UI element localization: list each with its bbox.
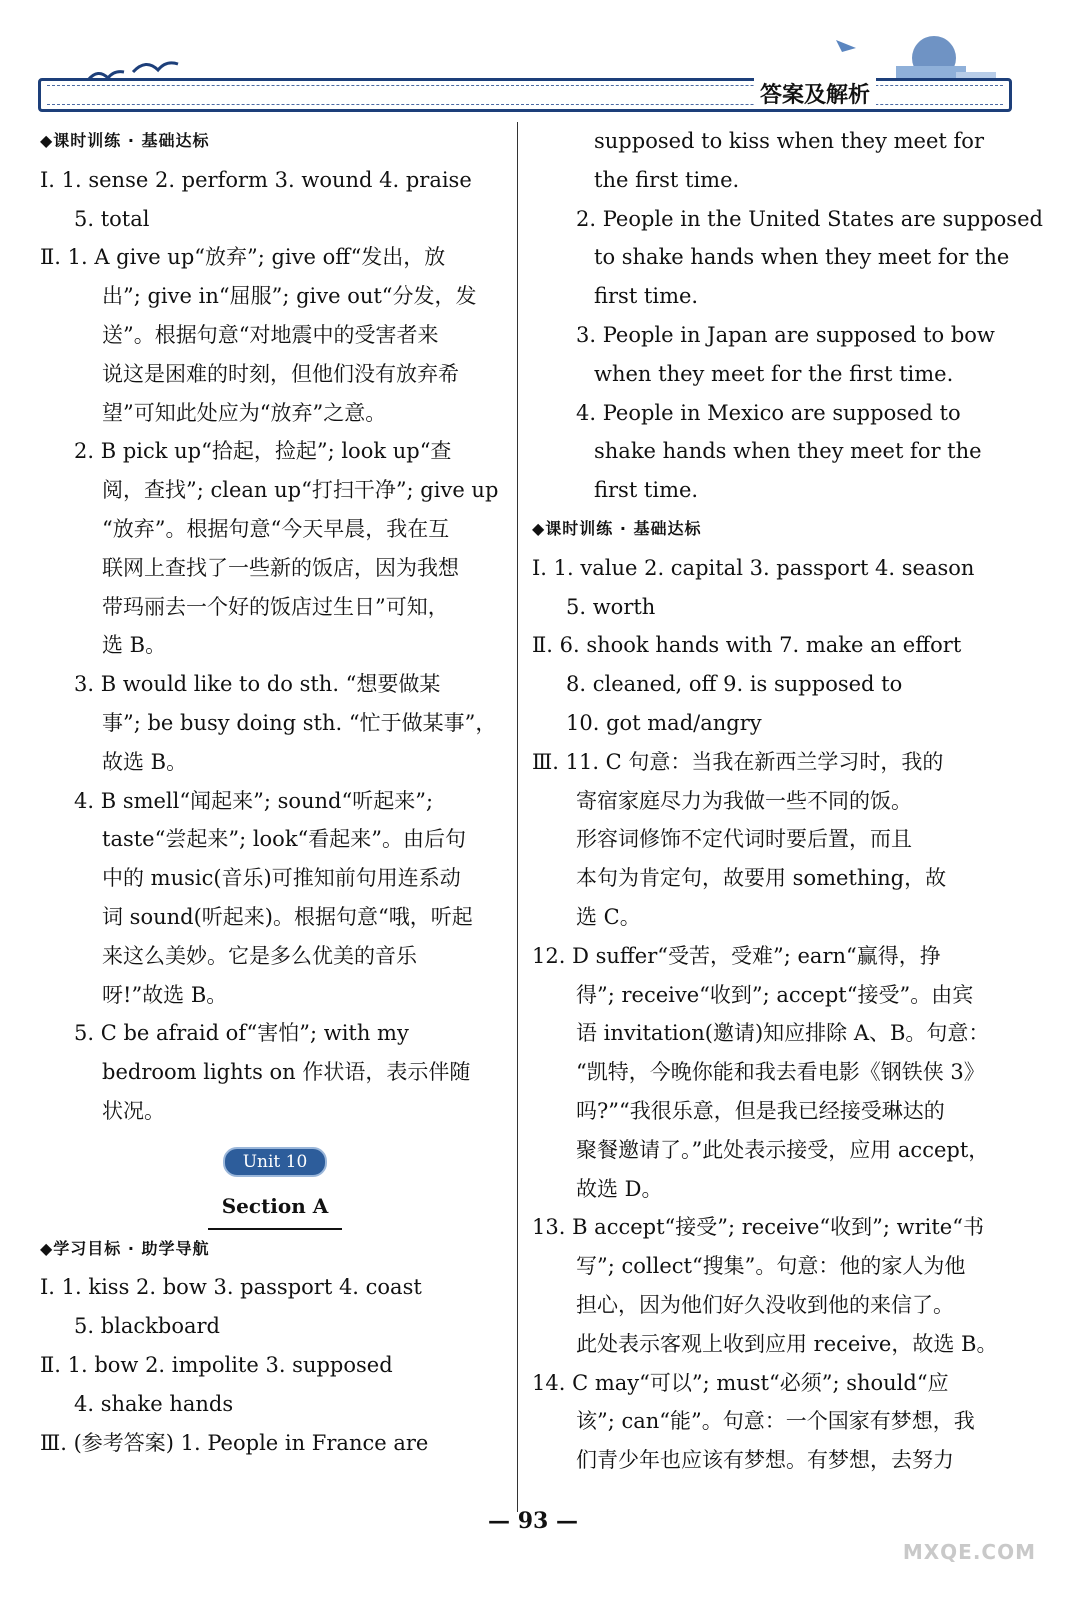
answer-line: 5. blackboard (74, 1314, 220, 1339)
answer-line: 选 B。 (102, 633, 167, 658)
column-divider (517, 122, 518, 1512)
answer-line: 故选 B。 (102, 749, 188, 774)
answer-line: 来这么美妙。它是多么优美的音乐 (102, 943, 417, 968)
section-title-text: Section A (208, 1187, 343, 1230)
answer-line: first time. (594, 478, 699, 503)
answer-line: 得”; receive“收到”; accept“接受”。由宾 (576, 982, 974, 1007)
answer-line: 出”; give in“屈服”; give out“分发，发 (102, 284, 477, 309)
answer-line: 联网上查找了一些新的饭店，因为我想 (102, 555, 459, 580)
answer-line: taste“尝起来”; look“看起来”。由后句 (102, 827, 467, 852)
answer-line: the first time. (594, 167, 740, 192)
answer-line: Ⅱ. 6. shook hands with 7. make an effort (532, 633, 962, 658)
answer-line: supposed to kiss when they meet for (594, 129, 984, 153)
section-heading: ◆课时训练 · 基础达标 (40, 131, 210, 150)
answer-line: shake hands when they meet for the (594, 439, 982, 464)
answer-line: 4. shake hands (74, 1391, 234, 1416)
answer-line: Ⅰ. 1. kiss 2. bow 3. passport 4. coast (40, 1275, 422, 1300)
answer-line: when they meet for the first time. (594, 361, 954, 386)
answer-line: 2. People in the United States are supposed (576, 206, 1043, 231)
answer-line: 带玛丽去一个好的饭店过生日”可知， (102, 594, 449, 619)
header-title: 答案及解析 (754, 78, 876, 109)
answer-line: 说这是困难的时刻，但他们没有放弃希 (102, 361, 459, 386)
answer-line: 聚餐邀请了。”此处表示接受，应用 accept， (576, 1137, 990, 1162)
page-header (38, 20, 1006, 114)
answer-line: 2. B pick up“拾起，捡起”; look up“查 (74, 439, 452, 464)
answer-line: 们青少年也应该有梦想。有梦想，去努力 (576, 1448, 954, 1473)
answer-line: “放弃”。根据句意“今天早晨，我在互 (102, 516, 450, 541)
answer-line: 望”可知此处应为“放弃”之意。 (102, 400, 387, 425)
answer-line: to shake hands when they meet for the (594, 245, 1010, 270)
answer-line: Ⅰ. 1. sense 2. perform 3. wound 4. praise (40, 167, 472, 192)
answer-line: 事”; be busy doing sth. “忙于做某事”， (102, 710, 497, 735)
answer-line: 阅，查找”; clean up“打扫干净”; give up (102, 478, 499, 503)
answer-line: 13. B accept“接受”; receive“收到”; write“书 (532, 1215, 984, 1240)
left-column (40, 122, 510, 1462)
answer-line: 5. total (74, 206, 150, 231)
answer-line: 12. D suffer“受苦，受难”; earn“赢得，挣 (532, 943, 941, 968)
page-number: — 93 — (488, 1508, 578, 1534)
answer-line: 8. cleaned, off 9. is supposed to (566, 672, 903, 697)
answer-line: 本句为肯定句，故要用 something，故 (576, 866, 947, 891)
section-heading: ◆学习目标 · 助学导航 (40, 1238, 210, 1258)
answer-line: 此处表示客观上收到应用 receive，故选 B。 (576, 1331, 998, 1356)
answer-line: 4. B smell“闻起来”; sound“听起来”; (74, 788, 434, 813)
answer-line: first time. (594, 284, 699, 309)
right-column (532, 122, 1043, 1480)
unit-badge: Unit 10 (223, 1147, 328, 1177)
answer-line: 5. worth (566, 594, 656, 619)
answer-line: 呀!”故选 B。 (102, 982, 228, 1007)
answer-line: 3. People in Japan are supposed to bow (576, 322, 995, 347)
answer-line: Ⅱ. 1. bow 2. impolite 3. supposed (40, 1352, 393, 1377)
answer-line: 5. C be afraid of“害怕”; with my (74, 1021, 409, 1046)
answer-line: 10. got mad/angry (566, 710, 762, 735)
answer-line: 中的 music(音乐)可推知前句用连系动 (102, 866, 461, 891)
unit-banner (40, 1131, 510, 1187)
answer-line: 吗?”“我很乐意，但是我已经接受琳达的 (576, 1098, 945, 1123)
answer-line: 选 C。 (576, 904, 641, 929)
answer-line: Ⅲ. (参考答案) 1. People in France are (40, 1430, 429, 1455)
answer-line: 语 invitation(邀请)知应排除 A、B。句意： (576, 1021, 990, 1046)
answer-line: 3. B would like to do sth. “想要做某 (74, 672, 441, 697)
answer-line: “凯特，今晚你能和我去看电影《钢铁侠 3》 (576, 1060, 985, 1085)
section-heading: ◆课时训练 · 基础达标 (532, 518, 702, 538)
watermark: MXQE.COM (902, 1540, 1036, 1564)
answer-line: 4. People in Mexico are supposed to (576, 400, 961, 425)
answer-line: bedroom lights on 作状语，表示伴随 (102, 1060, 471, 1085)
answer-line: 送”。根据句意“对地震中的受害者来 (102, 322, 439, 347)
section-title (40, 1187, 510, 1230)
answer-line: 词 sound(听起来)。根据句意“哦，听起 (102, 904, 473, 929)
answer-line: 故选 D。 (576, 1176, 663, 1201)
answer-line: 寄宿家庭尽力为我做一些不同的饭。 (576, 788, 912, 813)
answer-line: Ⅲ. 11. C 句意：当我在新西兰学习时，我的 (532, 749, 944, 774)
answer-line: Ⅰ. 1. value 2. capital 3. passport 4. season (532, 555, 975, 580)
answer-line: 担心，因为他们好久没收到他的来信了。 (576, 1292, 954, 1317)
answer-line: 14. C may“可以”; must“必须”; should“应 (532, 1370, 949, 1395)
answer-line: 写”; collect“搜集”。句意：他的家人为他 (576, 1254, 966, 1279)
answer-line: Ⅱ. 1. A give up“放弃”; give off“发出，放 (40, 245, 446, 270)
answer-line: 形容词修饰不定代词时要后置，而且 (576, 827, 912, 852)
answer-line: 状况。 (102, 1098, 165, 1123)
answer-line: 该”; can“能”。句意：一个国家有梦想，我 (576, 1409, 975, 1434)
